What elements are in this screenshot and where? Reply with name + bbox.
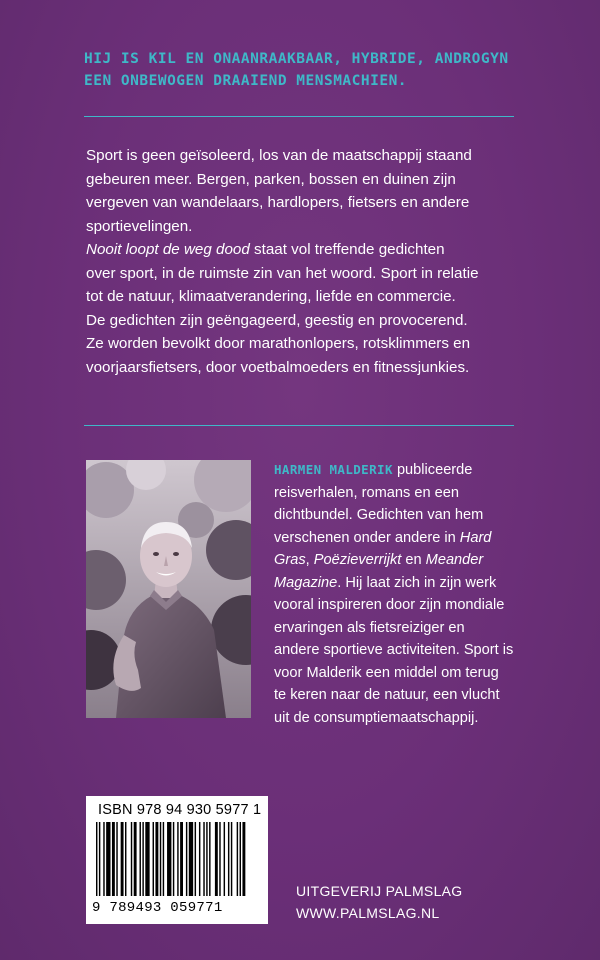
bio-line [274,549,534,572]
barcode-bar [142,822,143,896]
barcode-bar [215,822,218,896]
magazine-title: Magazine [274,574,338,591]
barcode-bar [180,822,183,896]
barcode-bar [160,822,161,896]
barcode-bar [189,822,193,896]
barcode-bar [231,822,232,896]
bio-text: . Hij laat zich in zijn werk [337,574,497,591]
author-bio [274,459,534,729]
blurb-line: tot de natuur, klimaatverandering, liefde en commercie. [86,288,456,305]
barcode-bar [140,822,141,896]
blurb-line: De gedichten zijn geëngageerd, geestig en provocerend. [86,311,468,329]
bio-line: andere sportieve activiteiten. Sport is [274,642,514,658]
publisher-url: WWW.PALMSLAG.NL [296,905,440,921]
blurb-line: sportievelingen. [86,217,193,235]
barcode-bar [103,822,104,896]
magazine-title: Poëzieverrijkt [313,552,402,568]
barcode-bar [224,822,225,896]
author-name: HARMEN MALDERIK [274,462,393,477]
tagline-line-2: EEN ONBEWOGEN DRAAIEND MENSMACHIEN. [84,73,408,89]
author-portrait-image [86,460,251,718]
bio-line: voor Malderik een middel om terug [274,664,499,681]
barcode-bar [116,822,117,896]
bio-line: vooral inspireren door zijn mondiale [274,597,505,613]
tagline-line-1: HIJ IS KIL EN ONAANRAAKBAAR, HYBRIDE, ANDROGYN [84,51,509,67]
bio-text: , [305,552,314,568]
divider-top [84,116,514,117]
bio-line: uit de consumptiemaatschappij. [274,709,479,726]
barcode-bar [125,822,126,896]
isbn-barcode [86,796,268,924]
blurb-text: staat vol treffende gedichten [249,241,445,258]
bio-line [274,572,534,595]
isbn-label: ISBN 978 94 930 5977 1 [98,802,262,818]
barcode-bar [242,822,245,896]
barcode-bar [240,822,241,896]
divider-bottom [84,425,514,426]
barcode-bar [153,822,154,896]
bio-line [274,459,534,482]
barcode-bars [92,822,262,898]
bio-line: reisverhalen, romans en een [274,484,459,501]
tagline [84,48,544,92]
publisher [296,880,462,924]
barcode-bar [99,822,100,896]
book-title: Nooit loopt de weg dood [86,241,250,258]
barcode-bar [163,822,164,896]
blurb-line: gebeuren meer. Bergen, parken, bossen en duinen zijn [86,170,456,188]
bio-line: ervaringen als fietsreiziger en [274,619,465,636]
barcode-bar [131,822,132,896]
blurb-line [86,238,526,262]
barcode-bar [121,822,124,896]
barcode-bar [112,822,115,896]
barcode-bar [177,822,178,896]
barcode-bar [145,822,149,896]
barcode-digits: 9 789493 059771 [92,900,223,916]
barcode-bar [219,822,220,896]
bio-line: dichtbundel. Gedichten van hem [274,507,484,523]
bio-line: te keren naar de natuur, een vlucht [274,687,500,703]
blurb-line: Ze worden bevolkt door marathonlopers, rotsklimmers en [86,335,471,352]
barcode-bar [209,822,210,896]
magazine-title: Hard [459,529,492,546]
author-photo [86,460,251,718]
bio-text: publiceerde [392,462,473,478]
blurb-line: over sport, in de ruimste zin van het woord. Sport in relatie [86,264,479,282]
barcode-bar [173,822,174,896]
publisher-name: UITGEVERIJ PALMSLAG [296,883,463,899]
barcode-bar [106,822,110,896]
bio-line [274,527,534,550]
barcode-bar [155,822,158,896]
barcode-bar [167,822,171,896]
barcode-bar [199,822,200,896]
magazine-title: Gras [274,552,306,568]
barcode-bar [237,822,238,896]
blurb-line: voorjaarsfietsers, door voetbalmoeders en fitnessjunkies. [86,358,470,376]
bio-text: en [401,552,426,568]
book-blurb [86,144,526,379]
blurb-line: vergeven van wandelaars, hardlopers, fietsers en andere [86,194,470,211]
barcode-bar [206,822,207,896]
barcode-bar [186,822,187,896]
magazine-title: Meander [425,552,484,568]
barcode-bar [203,822,204,896]
barcode-bar [134,822,137,896]
blurb-line: Sport is geen geïsoleerd, los van de maatschappij staand [86,147,472,164]
barcode-bar [96,822,97,896]
barcode-bar [195,822,196,896]
barcode-bar [228,822,229,896]
bio-text: verschenen onder andere in [274,529,460,546]
